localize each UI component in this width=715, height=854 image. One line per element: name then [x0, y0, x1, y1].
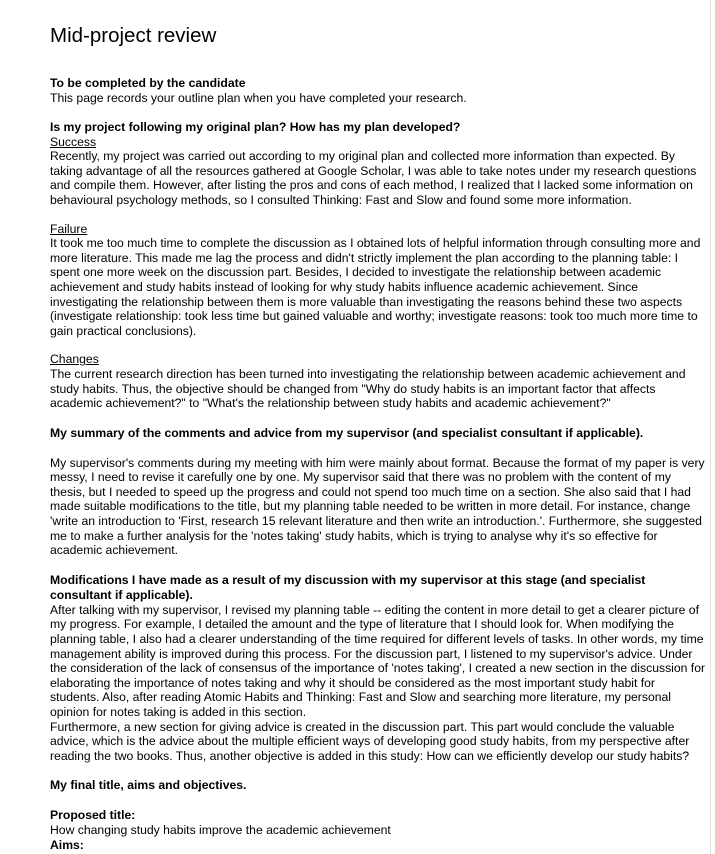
proposed-title-text: How changing study habits improve the academic achievement: [50, 823, 391, 838]
modifications-paragraph-1: After talking with my supervisor, I revised my planning table -- editing the content in more detail to get a clearer picture of my progress. For example, I detailed the amount and the type of literature that I should look for. When modifying the planning table, I also had a clearer understanding of the time required for different levels of tasks. In other words, my time management ability is improved during this process. For the discussion part, I listened to my supervisor's advice. Under the consideration of the lack of consensus of the importance of 'notes taking', I created a new section in the discussion for elaborating the importance of notes taking and why it should be considered as the most important study habit for students. Also, after reading Atomic Habits and Thinking: Fast and Slow and searching more literature, my personal opinion for notes taking is added in this section.: [50, 602, 706, 719]
document-content: [50, 24, 706, 853]
supervisor-summary-paragraph: My supervisor's comments during my meeting with him were mainly about format. Because the format of my paper is very messy, I need to revise it carefully one by one. My supervisor said that there was no problem with the content of my thesis, but I needed to speed up the progress and could not spend too much time on a section. She also said that I had made suitable modifications to the title, but my planning table needed to be written in more detail. For instance, change 'write an introduction to 'First, research 15 relevant literature and then write an introduction.'. Furthermore, she suggested me to make a further analysis for the 'notes taking' study habits, which is trying to analyse why it's so effective for academic achievement.: [50, 455, 705, 558]
candidate-heading: To be completed by the candidate: [50, 76, 246, 90]
success-paragraph: Recently, my project was carried out according to my original plan and collected more information than expected. By taking advantage of all the resources gathered at Google Scholar, I was able to take notes under my research questions and compile them. However, after listing the pros and cons of each method, I realized that I lacked some information on behavioural psychology methods, so I consulted Thinking: Fast and Slow and found some more information.: [50, 149, 697, 207]
success-label: Success: [50, 134, 97, 149]
changes-label: Changes: [50, 352, 99, 367]
supervisor-summary-heading: My summary of the comments and advice from my supervisor (and specialist consultant if applicable).: [50, 425, 644, 440]
failure-label: Failure: [50, 221, 88, 236]
failure-paragraph: It took me too much time to complete the discussion as I obtained lots of helpful information through consulting more and more literature. This made me lag the process and didn't strictly implement the plan according to the planning table: I spent one more week on the discussion part. Besides, I decided to investigate the relationship between academic achievement and study habits instead of looking for why study habits influence academic achievement. Since investigating the relationship between them is more valuable than investigating the reasons behind these two aspects (investigate relationship: took less time but gained valuable and worthy; investigate reasons: took too much more time to gain practical conclusions).: [50, 236, 701, 338]
modifications-paragraph-2: Furthermore, a new section for giving advice is created in the discussion part. This part would conclude the valuable advice, which is the advice about the multiple efficient ways of developing good study habits, from my perspective after reading the two books. Thus, another objective is added in this study: How can we efficiently develop our study habits?: [50, 719, 690, 763]
modifications-heading: Modifications I have made as a result of my discussion with my supervisor at this stage (and specialist consultant if applicable).: [50, 572, 646, 602]
page-title: Mid-project review: [50, 24, 217, 47]
changes-paragraph: The current research direction has been turned into investigating the relationship between academic achievement and study habits. Thus, the objective should be changed from "Why do study habits is an important factor that affects academic achievement?" to "What's the relationship between study habits and academic achievement?": [50, 366, 686, 411]
proposed-title-label: Proposed title:: [50, 808, 136, 823]
plan-question-heading: Is my project following my original plan? How has my plan developed?: [50, 119, 461, 134]
final-title-heading: My final title, aims and objectives.: [50, 778, 247, 793]
aims-label: Aims:: [50, 837, 84, 852]
candidate-intro: This page records your outline plan when you have completed your research.: [50, 91, 467, 105]
page-edge: [710, 0, 711, 854]
